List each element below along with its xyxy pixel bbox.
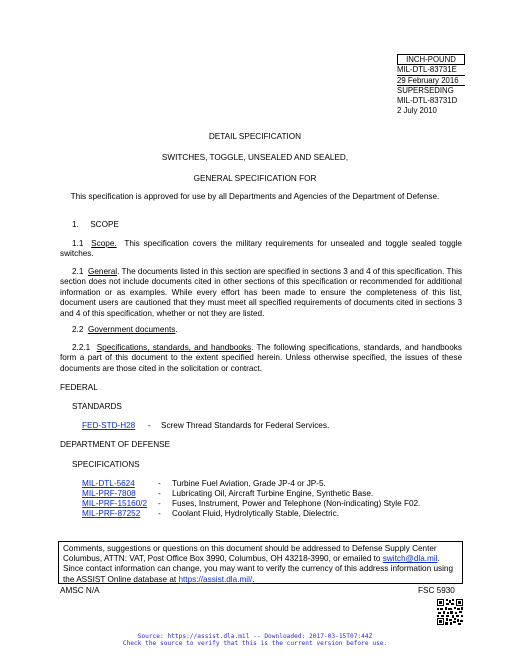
source-line: Source: https://assist.dla.mil -- Downloaded: 2017-03-15T07:44Z <box>137 633 373 640</box>
fsc-number: FSC 5930 <box>418 586 455 595</box>
reference-row <box>82 421 330 431</box>
superseded-date: 2 July 2010 <box>397 105 437 115</box>
superseding-label: SUPERSEDING <box>397 85 465 95</box>
doc-id: MIL-DTL-83731E <box>397 65 457 74</box>
assist-link[interactable]: https://assist.dla.mil/ <box>178 574 253 584</box>
federal-standards-heading: STANDARDS <box>72 402 122 411</box>
comments-text-end: . <box>252 574 255 584</box>
spec-subtitle: GENERAL SPECIFICATION FOR <box>193 174 317 183</box>
section-scope-heading: 1. SCOPE <box>72 220 119 229</box>
amsc-number: AMSC N/A <box>60 586 100 595</box>
document-header-block <box>397 54 465 116</box>
para-title: General <box>87 267 118 276</box>
para-title: Specifications, standards, and handbooks <box>96 343 252 352</box>
reference-dash: - <box>158 489 161 498</box>
email-link[interactable]: switch@dla.mil <box>382 554 438 564</box>
para-number: 2.1 <box>72 267 84 276</box>
reference-description: Coolant Fluid, Hydrolytically Stable, Dielectric. <box>172 509 339 518</box>
dod-specifications-heading: SPECIFICATIONS <box>72 460 140 469</box>
reference-description: Turbine Fuel Aviation, Grade JP-4 or JP-5. <box>172 479 326 488</box>
paragraph-2-1 <box>60 267 462 319</box>
federal-heading: FEDERAL <box>60 383 98 392</box>
comments-box <box>58 541 463 584</box>
comments-text-2: . Since contact information can change, you may want to verify the currency of this address information using the ASSIST Online database at <box>63 554 454 584</box>
reference-dash: - <box>158 479 161 488</box>
paragraph-2-2 <box>72 325 178 335</box>
para-number: 1.1 <box>72 239 84 248</box>
dod-heading: DEPARTMENT OF DEFENSE <box>60 440 171 449</box>
reference-description: Screw Thread Standards for Federal Services. <box>161 421 330 430</box>
qr-code-icon <box>437 599 463 625</box>
para-text: . The following specifications, standards, and handbooks form a part of this document to the extent specified herein. Unless otherwise specified, the issues of these documents are those cited in the solicitation or contract. <box>60 343 462 373</box>
para-title: Government documents <box>87 325 176 334</box>
reference-link[interactable]: MIL-PRF-87252 <box>82 509 141 518</box>
doc-date: 29 February 2016 <box>397 75 465 85</box>
spec-type-title: DETAIL SPECIFICATION <box>208 132 302 141</box>
paragraph-2-2-1 <box>60 343 462 374</box>
paragraph-1-1 <box>60 239 462 260</box>
comments-text: Comments, suggestions or questions on this document should be addressed to Defense Supply Center Columbus, ATTN: VAT, Post Office Box 3990, Columbus, OH 43218-3990, or emailed to <box>63 544 437 564</box>
reference-description: Fuses, Instrument, Power and Telephone (Non-indicating) Style F02. <box>172 499 421 508</box>
superseded-doc-id: MIL-DTL-83731D <box>397 95 458 105</box>
reference-description: Lubricating Oil, Aircraft Turbine Engine, Synthetic Base. <box>172 489 374 498</box>
para-text: . The documents listed in this section are specified in sections 3 and 4 of this specification. This section does not include documents cited in other sections of this specification or recommended for additional information or as examples. While every effort has been made to ensure the completeness of this list, document users are cautioned that they must meet all specified requirements of documents cited in sections 3 and 4 of this specification, whether or not they are listed. <box>60 267 462 318</box>
reference-link[interactable]: MIL-PRF-7808 <box>82 489 136 498</box>
reference-dash: - <box>148 421 151 430</box>
para-title: Scope. <box>91 239 117 248</box>
reference-dash: - <box>158 499 161 508</box>
para-end: . <box>175 325 178 334</box>
doc-status-box: INCH-POUND <box>397 54 465 65</box>
reference-link[interactable]: MIL-DTL-5624 <box>82 479 135 488</box>
approval-statement: This specification is approved for use by all Departments and Agencies of the Department of Defense. <box>70 192 440 201</box>
reference-dash: - <box>158 509 161 518</box>
reference-link[interactable]: MIL-PRF-15160/2 <box>82 499 148 508</box>
spec-title: SWITCHES, TOGGLE, UNSEALED AND SEALED, <box>161 153 349 162</box>
para-number: 2.2 <box>72 325 84 334</box>
para-number: 2.2.1 <box>72 343 91 352</box>
verify-line: Check the source to verify that this is the current version before use. <box>122 640 388 647</box>
reference-link[interactable]: FED-STD-H28 <box>82 421 136 430</box>
para-text: This specification covers the military requirements for unsealed and toggle sealed toggle switches. <box>60 239 462 259</box>
